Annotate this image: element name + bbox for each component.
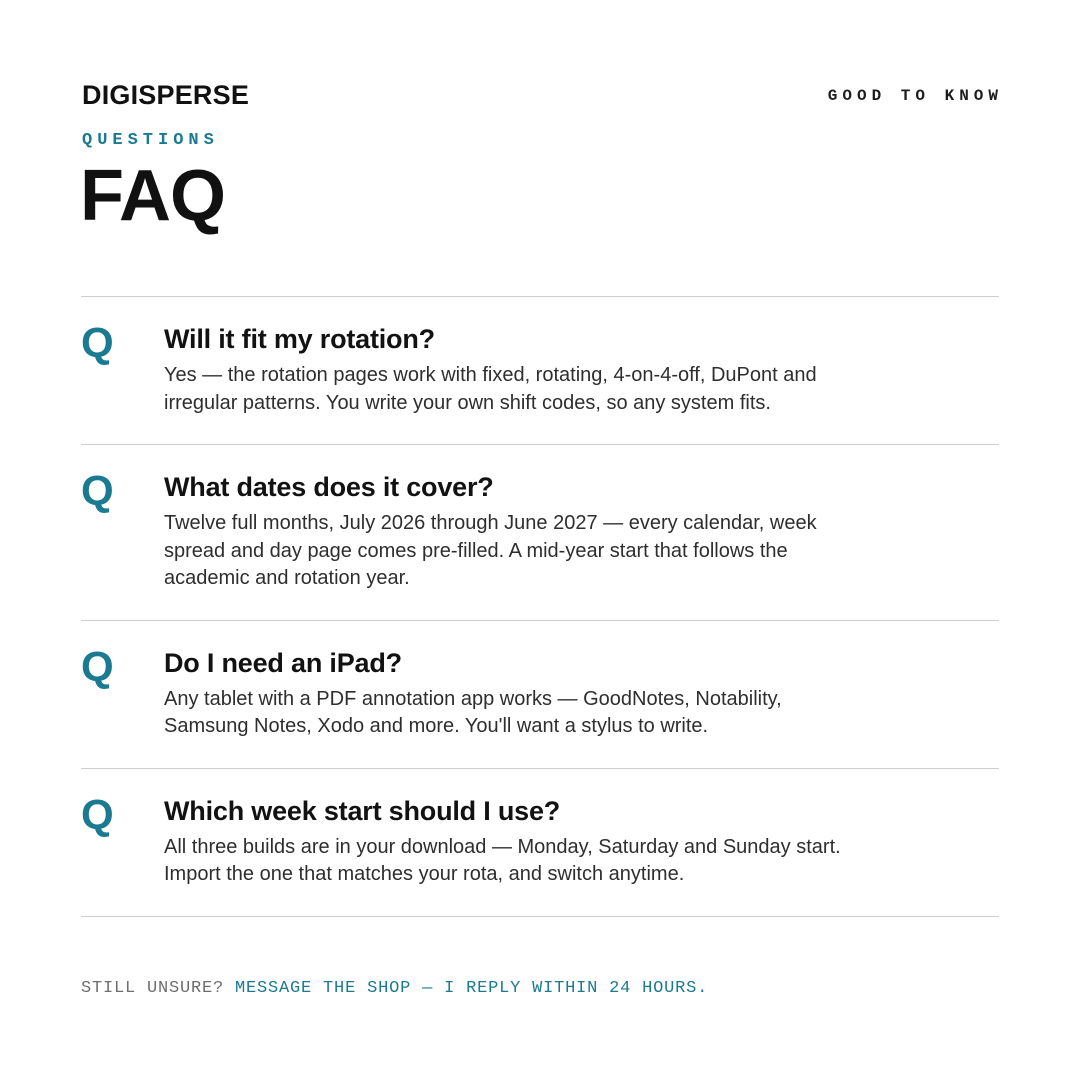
footer-note <box>81 978 708 1000</box>
brand-logo: DIGISPERSE <box>82 80 250 110</box>
footer-lead: STILL UNSURE? <box>81 979 225 998</box>
contact-shop-link[interactable]: MESSAGE THE SHOP — I REPLY WITHIN 24 HOURS. <box>235 979 709 998</box>
faq-question: Do I need an iPad? <box>164 647 402 678</box>
header-tagline: GOOD TO KNOW <box>827 87 1003 105</box>
faq-answer: Any tablet with a PDF annotation app works — GoodNotes, Notability, Samsung Notes, Xodo and more. You'll want a stylus to write. <box>164 687 782 737</box>
faq-item-week-start[interactable] <box>81 769 999 917</box>
faq-question: Will it fit my rotation? <box>164 324 435 354</box>
faq-answer: All three builds are in your download — Monday, Saturday and Sunday start. Import the one that matches your rota, and switch anytime. <box>164 835 841 885</box>
page-title: FAQ <box>80 156 226 236</box>
faq-question: What dates does it cover? <box>164 472 494 502</box>
question-marker: Q <box>81 319 114 366</box>
question-marker: Q <box>81 642 114 690</box>
section-eyebrow: QUESTIONS <box>82 131 219 150</box>
faq-answer: Yes — the rotation pages work with fixed, rotating, 4-on-4-off, DuPont and irregular patterns. You write your own shift codes, so any system fits. <box>164 364 817 414</box>
faq-item-ipad[interactable] <box>81 621 999 769</box>
question-marker: Q <box>81 790 114 838</box>
faq-question: Which week start should I use? <box>164 795 561 826</box>
faq-answer: Twelve full months, July 2026 through June 2027 — every calendar, week spread and day page comes pre-filled. A mid-year start that follows the academic and rotation year. <box>164 512 817 589</box>
faq-item-dates[interactable] <box>81 445 999 621</box>
question-marker: Q <box>81 467 114 514</box>
faq-item-rotation[interactable] <box>81 297 999 445</box>
faq-list <box>81 296 999 917</box>
